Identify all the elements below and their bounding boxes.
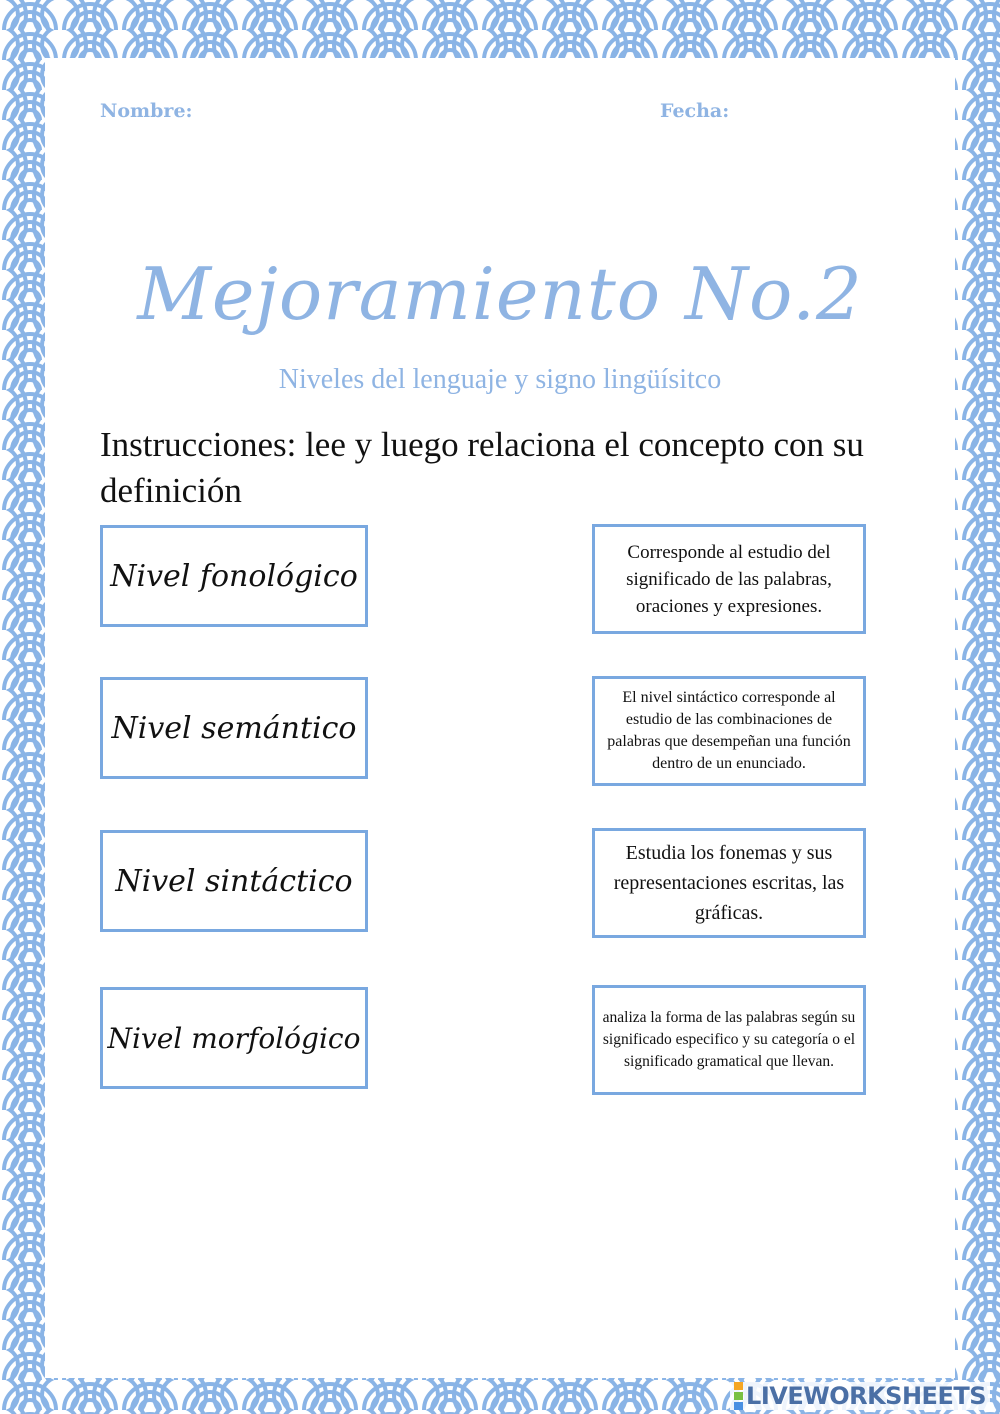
concept-card-sintactico[interactable]: [100, 830, 368, 932]
page-title: Mejoramiento No.2: [137, 252, 863, 336]
brand-text: LIVEWORKSHEETS: [746, 1382, 986, 1410]
concept-label: Nivel sintáctico: [115, 863, 353, 899]
instructions-text: Instrucciones: lee y luego relaciona el concepto con su definición: [100, 425, 864, 510]
definition-text: Corresponde al estudio del significado de las palabras, oraciones y expresiones.: [626, 541, 832, 617]
date-label: Fecha:: [660, 100, 730, 122]
definition-card-2[interactable]: [592, 676, 866, 786]
definition-card-4[interactable]: [592, 985, 866, 1095]
liveworksheets-brand[interactable]: [730, 1382, 990, 1410]
page-subtitle: Niveles del lenguaje y signo lingüísitco: [278, 364, 722, 395]
concept-label: Nivel fonológico: [110, 558, 358, 594]
definition-card-1[interactable]: [592, 524, 866, 634]
concept-label: Nivel morfológico: [107, 1021, 361, 1055]
liveworksheets-logo-icon: [734, 1381, 743, 1411]
concept-label: Nivel semántico: [111, 710, 357, 746]
name-label: Nombre:: [100, 100, 193, 122]
concept-card-morfologico[interactable]: [100, 987, 368, 1089]
definition-text: analiza la forma de las palabras según su significado especifico y su categoría o el significado gramatical que llevan.: [602, 1009, 856, 1070]
definition-text: El nivel sintáctico corresponde al estudio de las combinaciones de palabras que desempeñan una función dentro de un enunciado.: [607, 689, 851, 772]
concept-card-semantico[interactable]: [100, 677, 368, 779]
definition-text: Estudia los fonemas y sus representaciones escritas, las gráficas.: [613, 842, 845, 924]
concept-card-fonologico[interactable]: [100, 525, 368, 627]
definition-card-3[interactable]: [592, 828, 866, 938]
